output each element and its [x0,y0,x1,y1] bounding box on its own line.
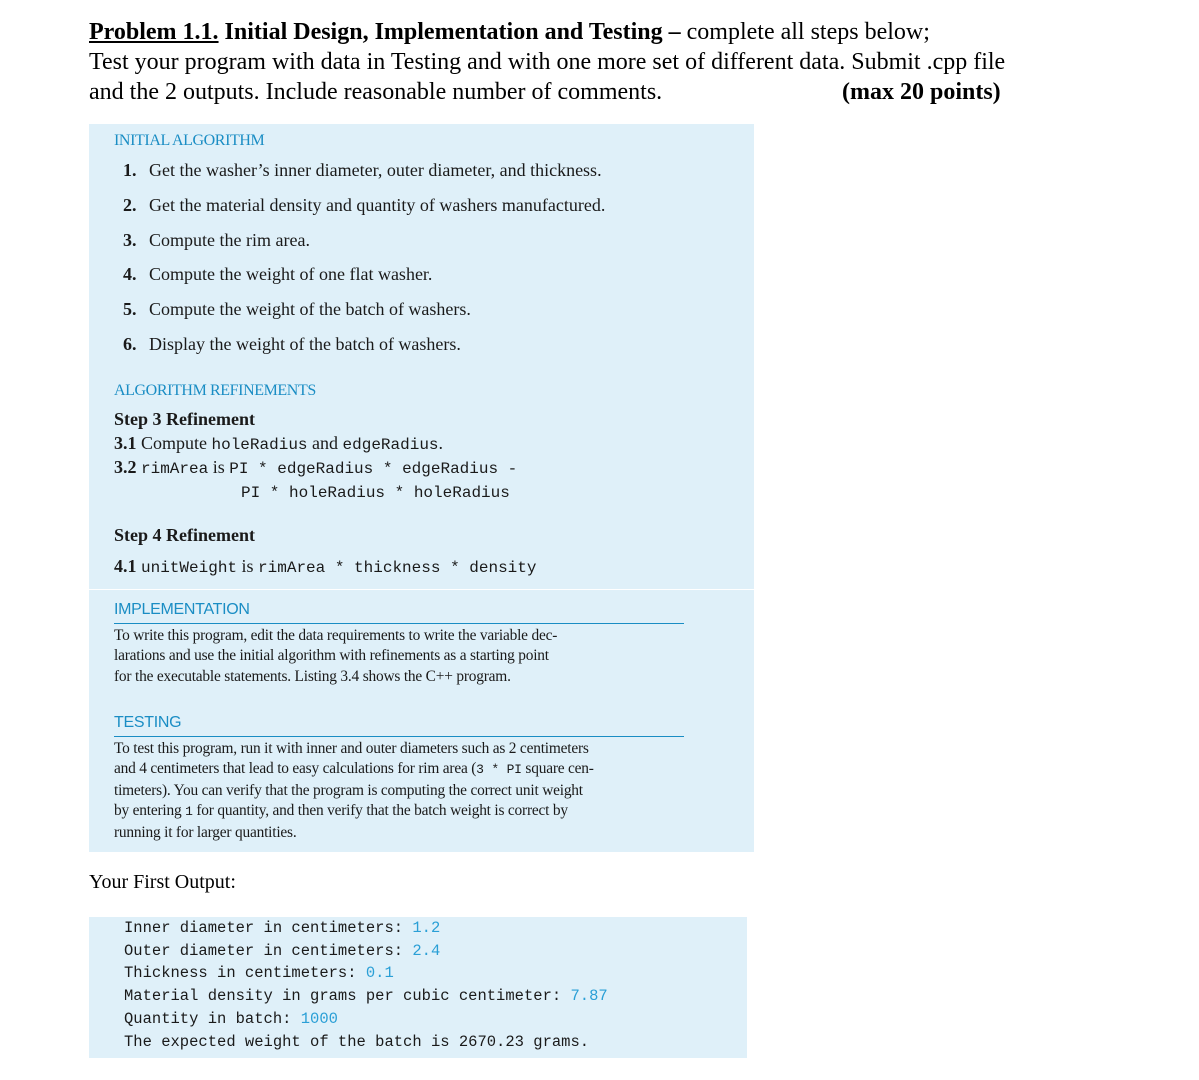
refinement-3-1: 3.1 Compute holeRadius and edgeRadius. [114,433,444,454]
output-lines [124,917,608,1053]
header-line-3: and the 2 outputs. Include reasonable number of comments. [89,79,663,105]
list-item: 1. Get the washer’s inner diameter, outer diameter, and thickness. [123,160,602,180]
first-output-label: Your First Output: [89,871,236,893]
implementation-testing-box [89,590,754,852]
list-item: 5. Compute the weight of the batch of washers. [123,299,471,320]
testing-paragraph: To test this program, run it with inner and outer diameters such as 2 centimeters and 4 centimeters that lead to easy calculations for rim area (3 * PI square cen- timeters). You can verify that the program is computing the correct unit weight by entering 1 for quantity, and then verify that the batch weight is correct by running it for larger quantities. [114,740,594,841]
title-dash: – [662,19,687,45]
algorithm-box [89,124,754,589]
list-item: 2. Get the material density and quantity of washers manufactured. [123,194,606,215]
list-item: 4. Compute the weight of one flat washer. [123,264,433,285]
output-line: Outer diameter in centimeters: 2.4 [124,941,441,960]
output-line: Inner diameter in centimeters: 1.2 [124,919,441,937]
step3-title: Step 3 Refinement [114,409,255,429]
implementation-paragraph: To write this program, edit the data requirements to write the variable dec- larations and use the initial algorithm with refinements as a starting point for the executable statements. Listing 3.4 shows the C++ program. [114,627,558,685]
initial-algorithm-list [123,159,605,368]
implementation-rule [114,623,684,624]
testing-heading: TESTING [114,714,182,731]
output-line: Quantity in batch: 1000 [124,1009,338,1028]
refinement-4-1: 4.1 unitWeight is rimArea * thickness * density [114,556,537,577]
problem-title: Initial Design, Implementation and Testing [224,19,663,45]
step4-title: Step 4 Refinement [114,525,255,545]
refinement-3-2: 3.2 rimArea is PI * edgeRadius * edgeRadius - [114,457,518,478]
max-points: (max 20 points) [842,79,1001,105]
implementation-heading: IMPLEMENTATION [114,601,250,618]
refinements-heading: ALGORITHM REFINEMENTS [114,382,316,399]
header-line-2: Test your program with data in Testing and with one more set of different data. Submit .cpp file [89,49,1006,75]
output-line: The expected weight of the batch is 2670.23 grams. [124,1032,590,1051]
initial-algorithm-heading: INITIAL ALGORITHM [114,132,265,149]
first-output-console [89,917,747,1058]
problem-label: Problem 1.1. [89,19,219,45]
testing-rule [114,736,684,737]
list-item: 6. Display the weight of the batch of washers. [123,333,461,354]
header-line-1 [89,17,1089,47]
output-line: Material density in grams per cubic centimeter: 7.87 [124,987,608,1006]
problem-header [89,17,1089,107]
problem-instruction: complete all steps below; [686,19,930,45]
list-item: 3. Compute the rim area. [123,229,310,250]
output-line: Thickness in centimeters: 0.1 [124,964,394,983]
refinement-3-2-cont: PI * holeRadius * holeRadius [241,484,510,502]
